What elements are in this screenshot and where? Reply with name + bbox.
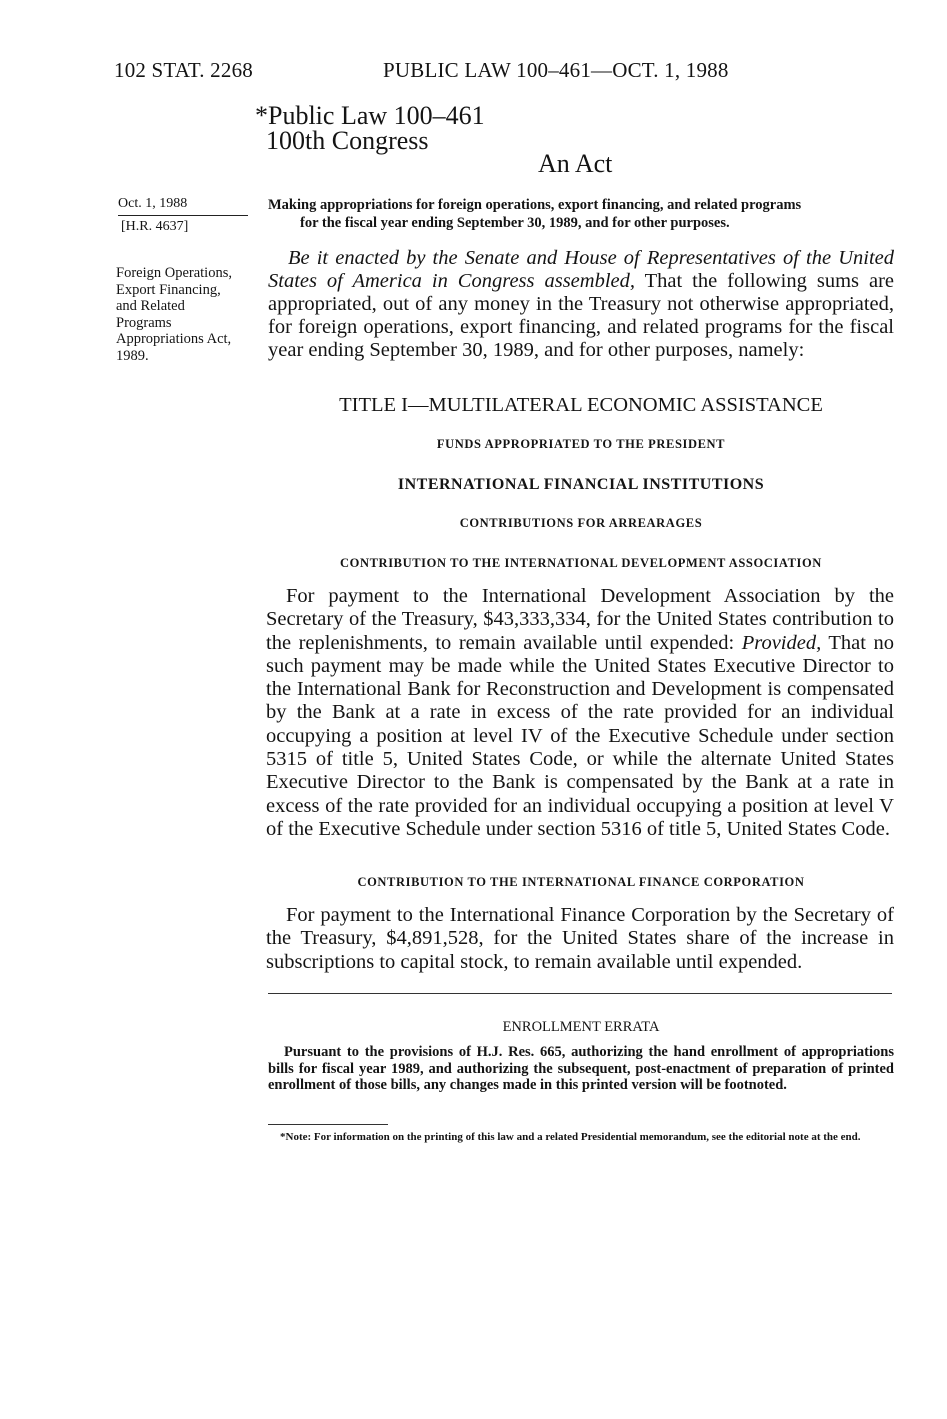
ifc-paragraph [266,904,894,974]
errata-text: Pursuant to the provisions of H.J. Res. 665, authorizing the hand enrollment of appropriations bills for fiscal year 1989, and authorizing the subsequent, post-enactment of preparation of printed enrollment of those bills, any changes made in this printed version will be footnoted. [268,1044,894,1093]
purpose-line-2: for the fiscal year ending September 30, 1989, and for other purposes. [300,215,730,231]
enacting-clause [268,247,894,362]
ida-text-part1: For payment to the International Development Association by the Secretary of the Treasury, $43,333,334, for the United States contribution to the replenishments, to remain available until expended: [266,585,894,654]
footnote-text: *Note: For information on the printing of this law and a related Presidential memorandum, see the editorial note at the end. [280,1131,861,1143]
act-purpose [268,196,896,232]
congress-number: 100th Congress [266,126,429,155]
footnote [268,1131,894,1144]
purpose-line-1: Making appropriations for foreign operations, export financing, and related programs [268,197,802,213]
enacting-italic: Be it enacted by the Senate and House of Representatives of the United States of America in Congress assembled, [268,247,894,292]
margin-short-title: Foreign Operations, Export Financing, and Related Programs Appropriations Act, 1989. [116,265,232,364]
running-head-page-number: 102 STAT. 2268 [114,58,253,82]
title-heading: TITLE I—MULTILATERAL ECONOMIC ASSISTANCE [339,394,823,416]
margin-bill-number: [H.R. 4637] [121,219,189,234]
ida-provided: Provided, [741,631,822,654]
section-heading-arrearages: CONTRIBUTIONS FOR ARREARAGES [459,516,703,530]
errata-heading: ENROLLMENT ERRATA [502,1019,660,1035]
ida-text-part2: That no such payment may be made while the United States Executive Director to the International Bank for Reconstruction and Development is compensated by the Bank at a rate in excess of the rate provided for an individual occupying a position at level IV of the Executive Schedule under section 5315 of title 5, United States Code, or while the alternate United States Executive Director to the Bank is compensated by the Bank at a rate in excess of the rate provided for an individual occupying a position at level V of the Executive Schedule under section 5316 of title 5, United States Code. [266,631,895,840]
public-law-number: *Public Law 100–461 [255,101,485,130]
enacting-rest: That the following sums are appropriated, out of any money in the Treasury not otherwise appropriated, for foreign operations, export financing, and related programs for the fiscal year ending September 30, 1989, and for other purposes, namely: [268,270,894,361]
section-divider [268,993,892,994]
running-head-title: PUBLIC LAW 100–461—OCT. 1, 1988 [383,58,729,82]
section-heading-ifc: CONTRIBUTION TO THE INTERNATIONAL FINANCE CORPORATION [357,875,805,889]
margin-rule [118,215,248,216]
margin-date: Oct. 1, 1988 [118,196,188,211]
footnote-rule [268,1124,388,1125]
errata-paragraph [268,1044,894,1094]
section-heading-ifi: INTERNATIONAL FINANCIAL INSTITUTIONS [397,476,765,493]
section-heading-ida: CONTRIBUTION TO THE INTERNATIONAL DEVELOPMENT ASSOCIATION [340,556,822,570]
an-act-heading: An Act [538,149,613,178]
ida-paragraph [266,585,894,841]
section-heading-funds: FUNDS APPROPRIATED TO THE PRESIDENT [436,437,726,451]
ifc-text: For payment to the International Finance Corporation by the Secretary of the Treasury, $4,891,528, for the United States share of the increase in subscriptions to capital stock, to remain available until expended. [266,904,894,973]
